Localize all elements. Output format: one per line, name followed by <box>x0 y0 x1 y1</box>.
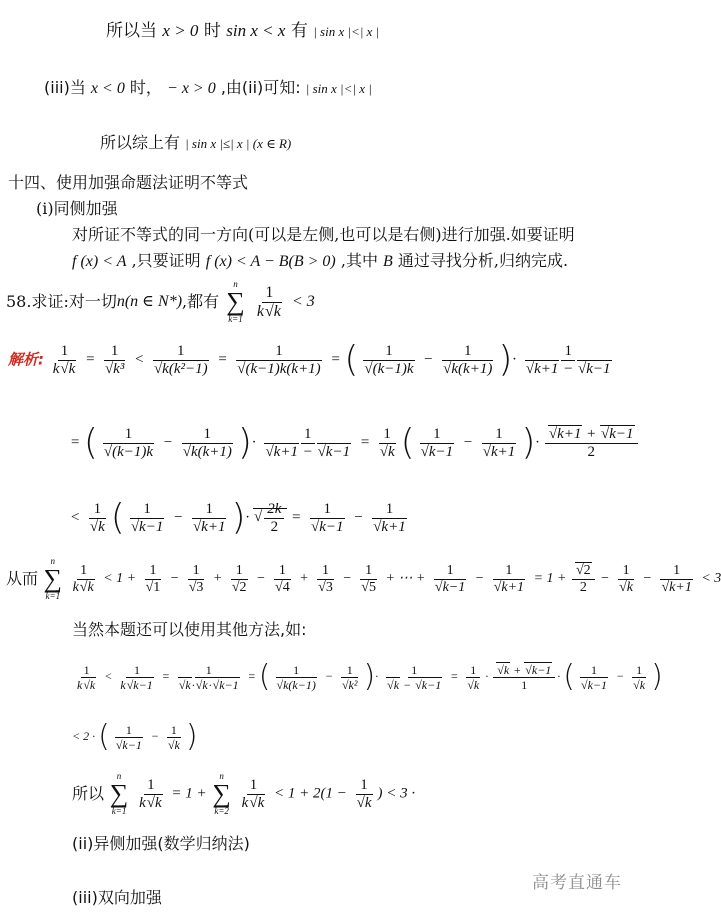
math: x < 0 <box>90 80 125 97</box>
other-method-line-2: < 2 · ( $\frac{1}{√k-1}$ − $\frac{1}{√k}$ ) <box>72 719 198 754</box>
section-heading: 十四、使用加强命题法证明不等式 <box>8 173 249 192</box>
text: ,都有 <box>182 292 220 311</box>
problem-58 <box>6 280 315 324</box>
text: 所以综上有 <box>100 133 181 152</box>
text: 有 <box>290 21 308 41</box>
math: f (x) < A <box>72 253 127 270</box>
math: x > 0 <box>162 21 199 40</box>
sum-symbol: n ∑ k=1 <box>226 279 245 324</box>
math: | sin x |<| x | <box>305 81 372 96</box>
math: sin x < x <box>226 21 286 40</box>
analysis-line-3: < $\frac{1}{√k}$ ( $\frac{1}{√k-1}$ − $\frac{1}{√k+1}$ )· √ $\frac{2k}{2}$ = $\frac{1}{√k-1}$ − $\frac{1}{√k+1}$ <box>70 497 406 538</box>
math: | sin x |≤| x | (x ∈ R) <box>185 136 292 151</box>
text: 通过寻找分析,归纳完成. <box>397 251 569 270</box>
text: 时 <box>203 21 221 41</box>
analysis-line-1: 解析: $\frac{1}{k√k}$ = $\frac{1}{\text{√k³}}$ < $\frac{1}{\text{√k(k²−1)}}$ = $\frac{1}{√(k-1)k(k+1)}$ = ( $\frac{1}{√(k-1)k}$ − $\frac{1}{√k(k+1)}$ )· $\frac{1}{√k+1 - √k-1}$ <box>8 339 611 380</box>
text: ,由(ii)可知: <box>220 78 301 97</box>
text: (iii)当 <box>44 78 86 97</box>
subsection-two-way: (iii)双向加强 <box>72 888 162 907</box>
math: | sin x |<| x | <box>313 24 380 39</box>
from-label: 从而 <box>6 569 39 588</box>
text: ,其中 <box>340 251 378 270</box>
text: ,只要证明 <box>131 251 201 270</box>
math: n(n ∈ N*) <box>116 293 183 310</box>
other-method-line-1: $\frac{1}{k√k}$ < $\frac{1}{k√k-1}$ = $\frac{1}{√k\cdot√k\cdot√k-1}$ = ( $\frac{1}{√k(k-1)}$ − $\frac{1}{\text{√k²}}$ )· $\frac{1}{√k - √k-1}$ = $\frac{1}{√k}$ · $\frac{√k + √k-1}{1}$ · ( $\frac{1}{√k-1}$ − $\frac{1}{√k}$ ) <box>77 659 663 694</box>
line-conclusion <box>100 135 291 151</box>
text: 58.求证:对一切 <box>6 292 117 311</box>
subsection-opposite-side: (ii)异侧加强(数学归纳法) <box>72 834 250 853</box>
text: 所以当 <box>106 21 157 41</box>
paragraph-line-1: 对所证不等式的同一方向(可以是左侧,也可以是右侧)进行加强.如要证明 <box>72 225 575 244</box>
paragraph-line-2 <box>72 253 568 270</box>
watermark: 高考直通车 <box>532 873 622 893</box>
text: 时， <box>129 78 162 97</box>
subsection-same-side: (i)同侧加强 <box>36 199 118 218</box>
analysis-line-2: = ( $\frac{1}{√(k-1)k}$ − $\frac{1}{√k(k+1)}$ )· $\frac{1}{√k+1 - √k-1}$ = $\frac{1}{√k}$ ( $\frac{1}{√k-1}$ − $\frac{1}{√k+1}$ )· $\frac{√k+1 + √k-1}{2}$ <box>70 425 640 461</box>
fraction: $\frac{1}{k√k}$ <box>256 283 281 320</box>
math: B <box>383 253 393 270</box>
so-line: 所以 n ∑ k=1 $\frac{1}{k√k}$ = 1 + n ∑ k=2 $\frac{1}{k√k}$ < 1 + 2(1 − $\frac{1}{√k}$ ) < 3 · <box>72 771 416 816</box>
sum-telescoping: 从而 n ∑ k=1 $\frac{1}{k√k}$ < 1 + $\frac{1}{√1}$ − $\frac{1}{√3}$ + $\frac{1}{√2}$ − $\frac{1}{√4}$ + $\frac{1}{√3}$ − $\frac{1}{√5}$ + ⋯ + $\frac{1}{√k-1}$ − $\frac{1}{√k+1}$ = 1 + $\frac{√2}{2}$ − $\frac{1}{√k}$ − $\frac{1}{√k+1}$ < 3 <box>6 556 721 601</box>
other-methods-text: 当然本题还可以使用其他方法,如: <box>72 620 307 639</box>
line-sinx-negative <box>44 80 372 97</box>
so-label: 所以 <box>72 784 105 803</box>
math: − x > 0 <box>167 80 216 97</box>
math: < 3 <box>291 293 315 310</box>
math: f (x) < A − B(B > 0) <box>205 253 336 270</box>
line-sinx-positive <box>106 22 379 40</box>
analysis-label: 解析: <box>8 350 44 369</box>
